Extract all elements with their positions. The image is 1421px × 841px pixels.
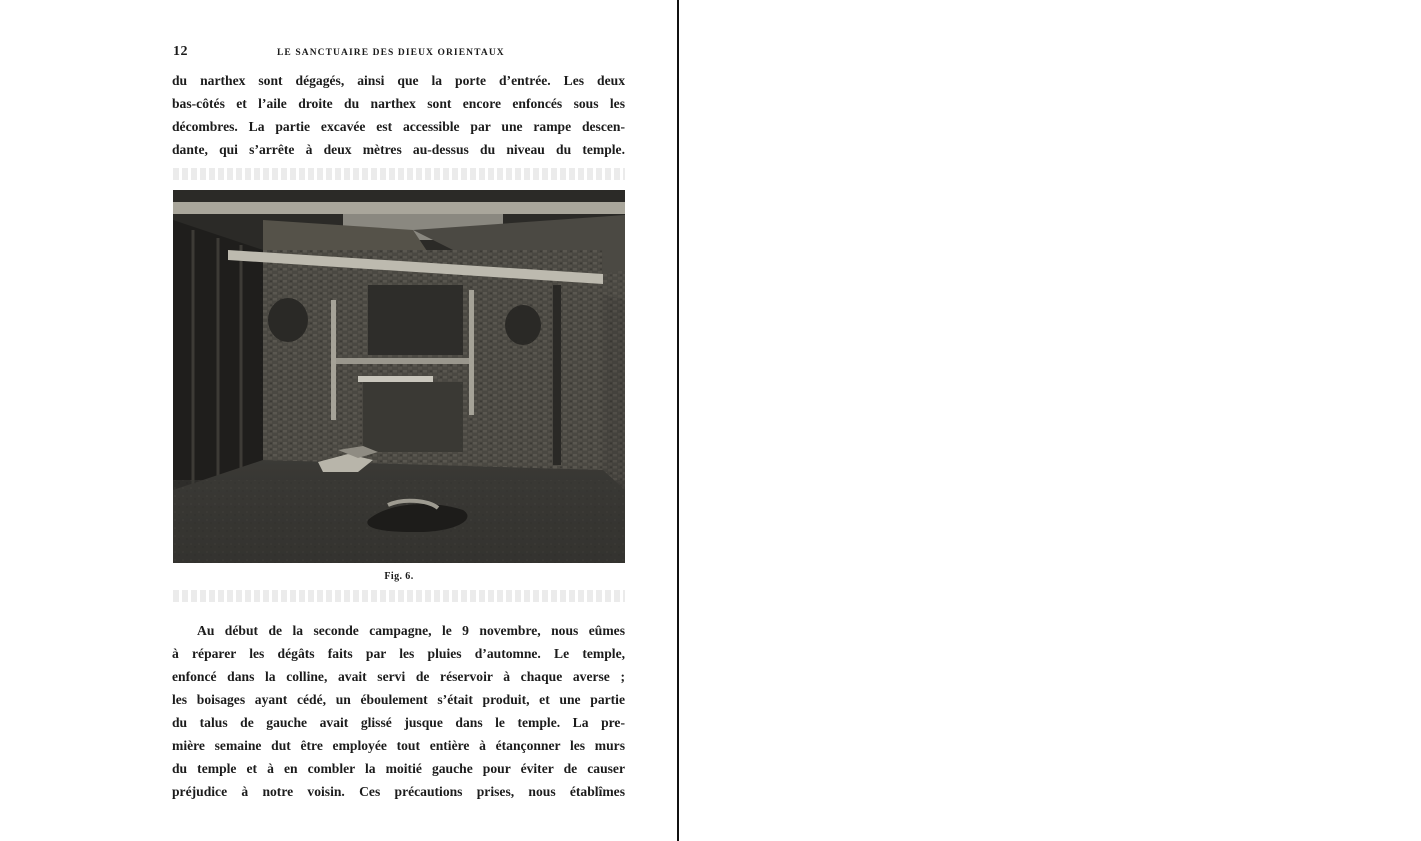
book-page-right-blank	[679, 0, 1421, 841]
figure-photograph	[173, 190, 625, 563]
page-number: 12	[173, 44, 188, 59]
text-line: bas-côtés et l’aile droite du narthex sont encore enfoncés sous les	[172, 96, 625, 111]
text-line: Au début de la seconde campagne, le 9 novembre, nous eûmes	[197, 623, 625, 638]
bleed-through-text	[173, 590, 625, 602]
running-title: LE SANCTUAIRE DES DIEUX ORIENTAUX	[277, 48, 505, 58]
paragraph-top	[172, 69, 625, 161]
bleed-through-text	[173, 168, 625, 180]
text-line: préjudice à notre voisin. Ces précautions prises, nous établîmes	[172, 784, 625, 799]
running-head	[173, 44, 625, 62]
text-line: les boisages ayant cédé, un éboulement s’était produit, et une partie	[172, 692, 625, 707]
book-page-left	[0, 0, 677, 841]
text-line: enfoncé dans la colline, avait servi de réservoir à chaque averse ;	[172, 669, 625, 684]
text-line: dante, qui s’arrête à deux mètres au-dessus du niveau du temple.	[172, 142, 625, 157]
figure-caption: Fig. 6.	[384, 571, 414, 582]
text-line: décombres. La partie excavée est accessible par une rampe descen-	[172, 119, 625, 134]
text-line: du temple et à en combler la moitié gauche pour éviter de causer	[172, 761, 625, 776]
text-line: du talus de gauche avait glissé jusque dans le temple. La pre-	[172, 715, 625, 730]
text-line: du narthex sont dégagés, ainsi que la porte d’entrée. Les deux	[172, 73, 625, 88]
paragraph-bottom	[172, 619, 625, 803]
excavation-photo	[173, 190, 625, 563]
text-line: à réparer les dégâts faits par les pluies d’automne. Le temple,	[172, 646, 625, 661]
text-line: mière semaine dut être employée tout entière à étançonner les murs	[172, 738, 625, 753]
